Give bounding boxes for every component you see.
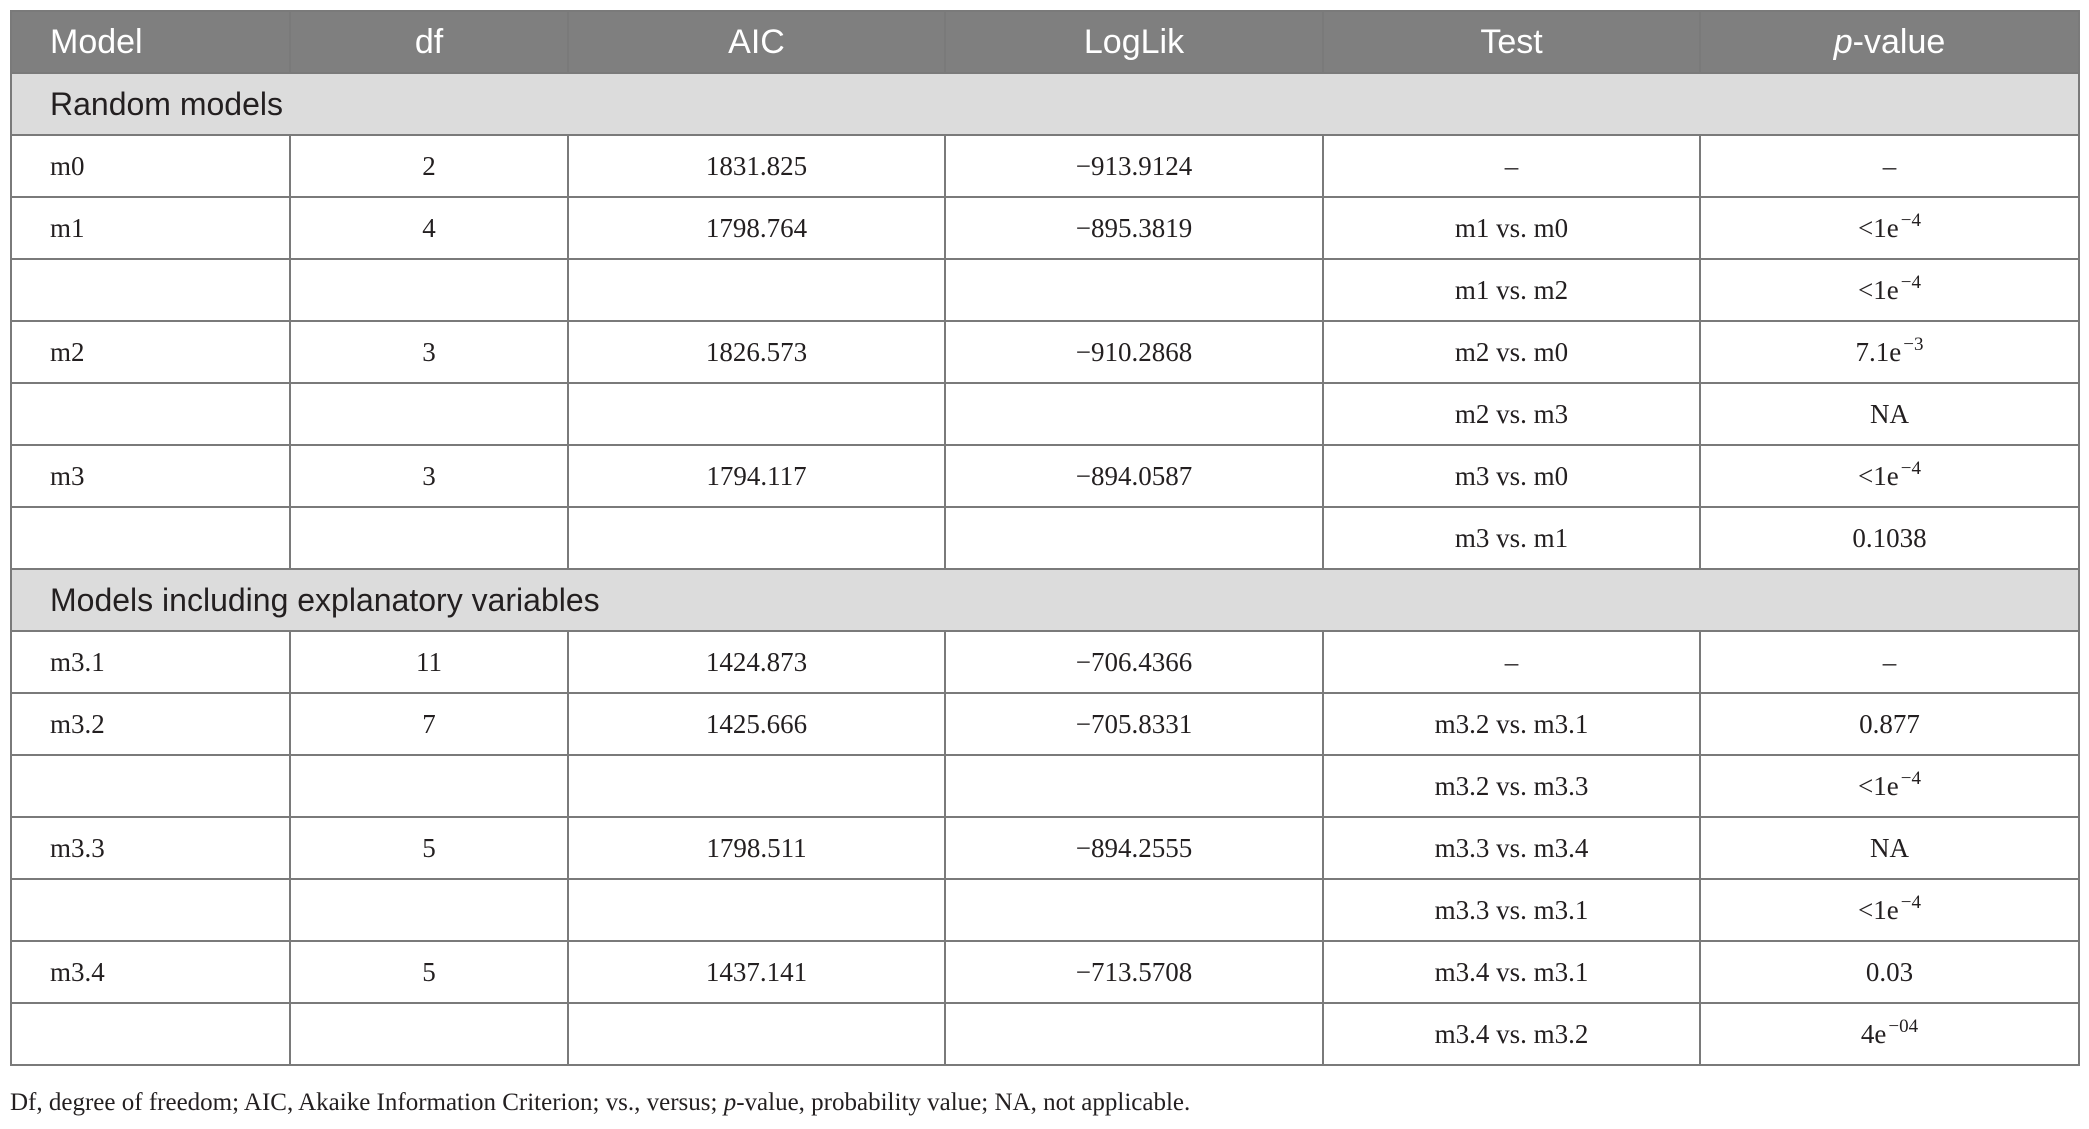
cell-loglik: −895.3819 <box>945 197 1323 259</box>
cell-aic: 1794.117 <box>568 445 945 507</box>
cell-model <box>11 879 290 941</box>
cell-df <box>290 755 568 817</box>
table-row <box>11 693 2079 755</box>
p-value-base: – <box>1882 150 1897 181</box>
section-title: Random models <box>11 73 2079 135</box>
table-row <box>11 383 2079 445</box>
cell-p-value <box>1700 817 2079 879</box>
header-df: df <box>290 11 568 73</box>
cell-model: m3.2 <box>11 693 290 755</box>
cell-df <box>290 383 568 445</box>
cell-aic <box>568 1003 945 1065</box>
cell-loglik: −910.2868 <box>945 321 1323 383</box>
cell-df: 7 <box>290 693 568 755</box>
cell-df: 5 <box>290 941 568 1003</box>
cell-df <box>290 507 568 569</box>
cell-aic <box>568 383 945 445</box>
p-value-base: 4e <box>1860 1018 1887 1049</box>
cell-test: m3.3 vs. m3.1 <box>1323 879 1700 941</box>
cell-model <box>11 383 290 445</box>
section-row <box>11 569 2079 631</box>
cell-p-value <box>1700 197 2079 259</box>
cell-test: m3.4 vs. m3.1 <box>1323 941 1700 1003</box>
cell-model <box>11 259 290 321</box>
p-value-base: 0.877 <box>1859 708 1920 739</box>
cell-p-value <box>1700 135 2079 197</box>
cell-loglik <box>945 259 1323 321</box>
cell-model <box>11 755 290 817</box>
cell-model: m3 <box>11 445 290 507</box>
cell-aic: 1826.573 <box>568 321 945 383</box>
cell-df: 4 <box>290 197 568 259</box>
p-value-base: 7.1e <box>1855 336 1902 367</box>
table-row <box>11 879 2079 941</box>
cell-model: m2 <box>11 321 290 383</box>
header-test: Test <box>1323 11 1700 73</box>
p-value-exponent: −4 <box>1900 892 1921 914</box>
cell-aic <box>568 507 945 569</box>
cell-p-value <box>1700 631 2079 693</box>
cell-model <box>11 507 290 569</box>
cell-df: 5 <box>290 817 568 879</box>
cell-p-value <box>1700 507 2079 569</box>
cell-p-value <box>1700 445 2079 507</box>
cell-model: m0 <box>11 135 290 197</box>
cell-loglik: −913.9124 <box>945 135 1323 197</box>
cell-aic: 1798.764 <box>568 197 945 259</box>
cell-model <box>11 1003 290 1065</box>
cell-p-value <box>1700 941 2079 1003</box>
cell-aic: 1425.666 <box>568 693 945 755</box>
p-value-exponent: −04 <box>1888 1016 1919 1038</box>
table-row <box>11 1003 2079 1065</box>
header-loglik: LogLik <box>945 11 1323 73</box>
p-value-base: <1e <box>1858 212 1899 243</box>
cell-model: m1 <box>11 197 290 259</box>
cell-p-value <box>1700 693 2079 755</box>
p-value-base: 0.03 <box>1865 956 1914 987</box>
p-value-base: <1e <box>1858 274 1899 305</box>
cell-p-value <box>1700 259 2079 321</box>
cell-aic <box>568 259 945 321</box>
footnote-part2: -value, probability value; NA, not applicable. <box>736 1089 1191 1116</box>
table-row <box>11 941 2079 1003</box>
section-title: Models including explanatory variables <box>11 569 2079 631</box>
cell-test: m2 vs. m0 <box>1323 321 1700 383</box>
cell-loglik: −894.2555 <box>945 817 1323 879</box>
header-model: Model <box>11 11 290 73</box>
cell-test: m3.3 vs. m3.4 <box>1323 817 1700 879</box>
cell-aic: 1424.873 <box>568 631 945 693</box>
table-row <box>11 445 2079 507</box>
table-header <box>11 11 2079 73</box>
cell-test: m2 vs. m3 <box>1323 383 1700 445</box>
cell-aic: 1831.825 <box>568 135 945 197</box>
cell-p-value <box>1700 1003 2079 1065</box>
header-aic: AIC <box>568 11 945 73</box>
cell-loglik <box>945 1003 1323 1065</box>
p-value-base: <1e <box>1858 770 1899 801</box>
table-row <box>11 321 2079 383</box>
cell-loglik <box>945 383 1323 445</box>
cell-loglik: −713.5708 <box>945 941 1323 1003</box>
p-value-base: NA <box>1870 398 1909 429</box>
cell-test: m3.2 vs. m3.3 <box>1323 755 1700 817</box>
cell-p-value <box>1700 755 2079 817</box>
cell-aic: 1798.511 <box>568 817 945 879</box>
cell-df: 3 <box>290 445 568 507</box>
header-row <box>11 11 2079 73</box>
p-value-base: NA <box>1870 832 1909 863</box>
cell-df <box>290 879 568 941</box>
cell-df: 3 <box>290 321 568 383</box>
cell-test: – <box>1323 135 1700 197</box>
cell-df: 11 <box>290 631 568 693</box>
cell-loglik <box>945 755 1323 817</box>
cell-test: m3 vs. m1 <box>1323 507 1700 569</box>
cell-df: 2 <box>290 135 568 197</box>
table-row <box>11 631 2079 693</box>
footnote-p-italic: p <box>723 1089 737 1116</box>
table-row <box>11 135 2079 197</box>
cell-loglik: −706.4366 <box>945 631 1323 693</box>
cell-aic: 1437.141 <box>568 941 945 1003</box>
header-p-value <box>1700 11 2079 73</box>
p-value-base: – <box>1882 646 1897 677</box>
cell-loglik <box>945 507 1323 569</box>
cell-test: m3.2 vs. m3.1 <box>1323 693 1700 755</box>
p-value-base: <1e <box>1858 460 1899 491</box>
cell-aic <box>568 879 945 941</box>
cell-p-value <box>1700 879 2079 941</box>
cell-aic <box>568 755 945 817</box>
table-row <box>11 197 2079 259</box>
cell-test: m1 vs. m0 <box>1323 197 1700 259</box>
cell-loglik <box>945 879 1323 941</box>
p-value-exponent: −4 <box>1900 768 1921 790</box>
cell-p-value <box>1700 321 2079 383</box>
p-value-exponent: −4 <box>1900 210 1921 232</box>
p-value-base: <1e <box>1858 894 1899 925</box>
cell-model: m3.3 <box>11 817 290 879</box>
cell-model: m3.1 <box>11 631 290 693</box>
cell-test: m3 vs. m0 <box>1323 445 1700 507</box>
cell-df <box>290 259 568 321</box>
p-value-exponent: −4 <box>1900 272 1921 294</box>
p-value-exponent: −4 <box>1900 458 1921 480</box>
cell-loglik: −705.8331 <box>945 693 1323 755</box>
cell-test: m1 vs. m2 <box>1323 259 1700 321</box>
cell-p-value <box>1700 383 2079 445</box>
table-row <box>11 259 2079 321</box>
footnote-part1: Df, degree of freedom; AIC, Akaike Information Criterion; vs., versus; <box>10 1089 724 1116</box>
p-value-exponent: −3 <box>1903 334 1924 356</box>
section-row <box>11 73 2079 135</box>
cell-df <box>290 1003 568 1065</box>
table-body <box>11 73 2079 1065</box>
cell-test: – <box>1323 631 1700 693</box>
table-row <box>11 817 2079 879</box>
cell-loglik: −894.0587 <box>945 445 1323 507</box>
header-p-italic: p <box>1833 22 1853 61</box>
results-table-container <box>10 10 2078 1066</box>
p-value-base: 0.1038 <box>1852 522 1927 553</box>
cell-model: m3.4 <box>11 941 290 1003</box>
table-row <box>11 507 2079 569</box>
model-comparison-table <box>10 10 2080 1066</box>
table-footnote <box>10 1089 1190 1117</box>
header-p-rest: -value <box>1852 22 1946 61</box>
cell-test: m3.4 vs. m3.2 <box>1323 1003 1700 1065</box>
table-row <box>11 755 2079 817</box>
